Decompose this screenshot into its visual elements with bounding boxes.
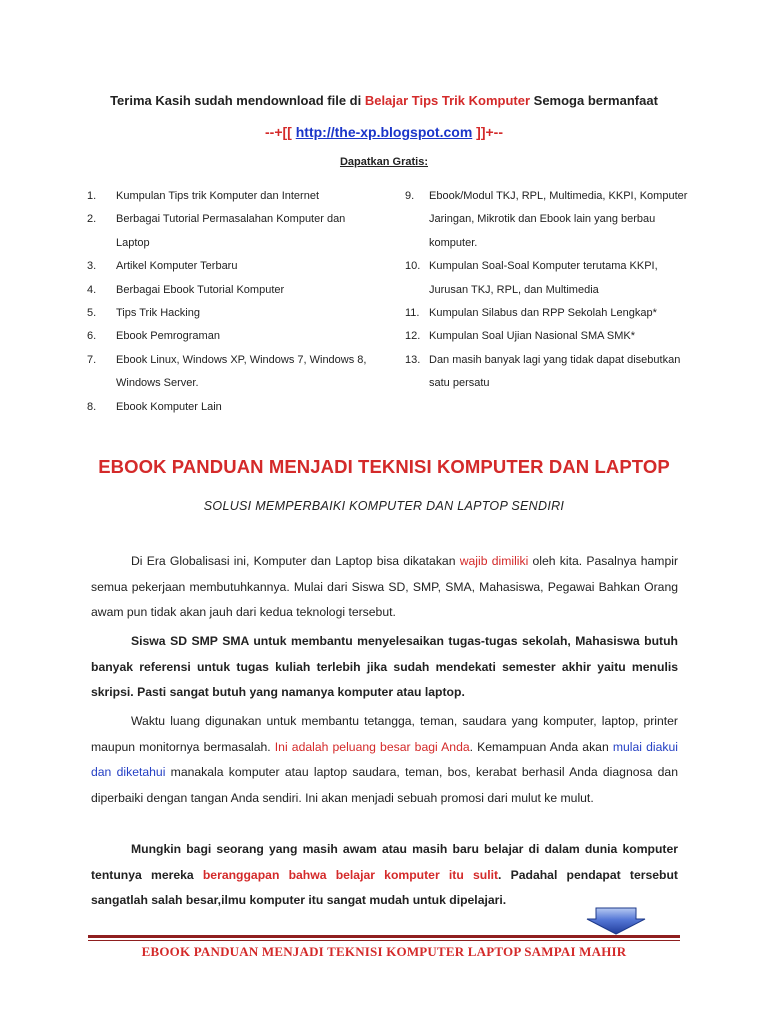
highlight-text: wajib dimiliki bbox=[459, 554, 529, 568]
list-text: Berbagai Tutorial Permasalahan Komputer dan Laptop bbox=[116, 213, 346, 249]
list-text: Ebook Linux, Windows XP, Windows 7, Windows 8, Windows Server. bbox=[116, 353, 367, 390]
link-prefix: --+[[ bbox=[265, 124, 296, 140]
list-text: Artikel Komputer Terbaru bbox=[116, 260, 238, 273]
list-item bbox=[87, 302, 377, 325]
thanks-brand: Belajar Tips Trik Komputer bbox=[364, 93, 531, 108]
blog-link-line bbox=[0, 124, 768, 140]
thanks-line bbox=[0, 93, 768, 108]
paragraph-text: . Padahal pendapat tersebut sangatlah salah besar,ilmu komputer itu sangat mudah untuk dipelajari. bbox=[91, 867, 678, 908]
footer-title: EBOOK PANDUAN MENJADI TEKNISI KOMPUTER LAPTOP SAMPAI MAHIR bbox=[141, 944, 627, 959]
footer-rule-thin bbox=[88, 940, 680, 941]
list-item bbox=[87, 255, 377, 278]
list-text: Kumpulan Tips trik Komputer dan Internet bbox=[116, 190, 319, 202]
paragraph-text: manakala komputer atau laptop saudara, teman, bos, kerabat berhasil Anda diagnosa dan diperbaiki dengan tangan Anda sendiri. Ini akan menjadi sebuah promosi dari mulut ke mulut. bbox=[91, 765, 678, 806]
paragraph-text: Di Era Globalisasi ini, Komputer dan Laptop bisa dikatakan bbox=[131, 554, 460, 568]
list-text: Kumpulan Silabus dan RPP Sekolah Lengkap* bbox=[429, 307, 657, 320]
list-item bbox=[87, 185, 377, 208]
list-number: 5. bbox=[87, 307, 97, 320]
list-number: 11. bbox=[405, 307, 420, 320]
list-item bbox=[87, 208, 377, 255]
list-number: 10. bbox=[405, 260, 421, 273]
list-number: 1. bbox=[87, 190, 97, 202]
paragraph-learning bbox=[91, 837, 678, 914]
paragraph-text: oleh kita. Pasalnya hampir semua pekerjaan membutuhkannya. Mulai dari Siswa SD, SMP, SMA, Mahasiswa, Pegawai Bahkan Orang awam pun tidak akan jauh dari kedua teknologi tersebut. bbox=[91, 554, 678, 620]
arrow-down-icon[interactable] bbox=[584, 906, 648, 936]
paragraph-text: . Kemampuan Anda akan bbox=[469, 739, 613, 754]
list-item bbox=[87, 325, 377, 348]
list-item bbox=[87, 279, 377, 302]
list-number: 2. bbox=[87, 213, 97, 226]
list-text: Dan masih banyak lagi yang tidak dapat disebutkan satu persatu bbox=[429, 353, 681, 390]
list-text: Berbagai Ebook Tutorial Komputer bbox=[116, 283, 285, 296]
list-item bbox=[405, 255, 695, 302]
list-text: Ebook/Modul TKJ, RPL, Multimedia, KKPI, Komputer Jaringan, Mikrotik dan Ebook lain yang berbau komputer. bbox=[429, 190, 688, 249]
list-number: 8. bbox=[87, 400, 97, 413]
highlight-text: beranggapan bahwa belajar komputer itu sulit bbox=[202, 867, 499, 882]
paragraph-text: Waktu luang digunakan untuk membantu tetangga, teman, saudara yang komputer, laptop, printer maupun monitornya bermasalah. bbox=[91, 714, 678, 754]
list-number: 6. bbox=[87, 330, 97, 343]
list-text: Ebook Pemrograman bbox=[116, 330, 220, 343]
list-item bbox=[405, 325, 695, 348]
paragraph-opportunity bbox=[91, 709, 678, 812]
list-item bbox=[405, 349, 695, 396]
page-subtitle: SOLUSI MEMPERBAIKI KOMPUTER DAN LAPTOP SENDIRI bbox=[203, 499, 565, 513]
list-number: 3. bbox=[87, 260, 97, 273]
thanks-prefix: Terima Kasih sudah mendownload file di bbox=[110, 93, 365, 108]
list-number: 13. bbox=[405, 353, 421, 366]
benefit-list-right bbox=[405, 185, 695, 396]
list-number: 7. bbox=[87, 353, 97, 366]
paragraph-students: Siswa SD SMP SMA untuk membantu menyelesaikan tugas-tugas sekolah, Mahasiswa butuh banyak referensi untuk tugas kuliah terlebih jika sudah mendekati semester akhir yaitu menulis skripsi. Pasti sangat butuh yang namanya komputer atau laptop. bbox=[91, 634, 678, 700]
list-text: Kumpulan Soal-Soal Komputer terutama KKPI, Jurusan TKJ, RPL, dan Multimedia bbox=[429, 260, 658, 296]
list-number: 9. bbox=[405, 190, 415, 202]
paragraph-intro bbox=[91, 549, 678, 626]
list-item bbox=[87, 349, 377, 396]
highlight-text-blue: mulai diakui dan diketahui bbox=[91, 739, 678, 780]
paragraph-text: Mungkin bagi seorang yang masih awam atau masih baru belajar di dalam dunia komputer tentunya mereka bbox=[91, 842, 678, 882]
list-text: Ebook Komputer Lain bbox=[116, 400, 222, 413]
list-number: 4. bbox=[87, 283, 97, 296]
list-number: 12. bbox=[405, 330, 421, 343]
gratis-heading: Dapatkan Gratis: bbox=[339, 156, 429, 168]
page-title: EBOOK PANDUAN MENJADI TEKNISI KOMPUTER DAN LAPTOP bbox=[98, 456, 670, 477]
highlight-text: Ini adalah peluang besar bagi Anda bbox=[274, 739, 470, 754]
thanks-suffix: Semoga bermanfaat bbox=[530, 93, 658, 108]
benefit-list-left bbox=[87, 185, 377, 419]
list-item bbox=[87, 396, 377, 419]
list-item bbox=[405, 302, 695, 325]
link-suffix: ]]+-- bbox=[472, 124, 503, 140]
footer-rule-thick bbox=[88, 935, 680, 938]
blog-link[interactable]: http://the-xp.blogspot.com bbox=[295, 124, 473, 140]
list-text: Kumpulan Soal Ujian Nasional SMA SMK* bbox=[429, 330, 636, 343]
list-item bbox=[405, 185, 695, 255]
list-text: Tips Trik Hacking bbox=[116, 307, 200, 320]
